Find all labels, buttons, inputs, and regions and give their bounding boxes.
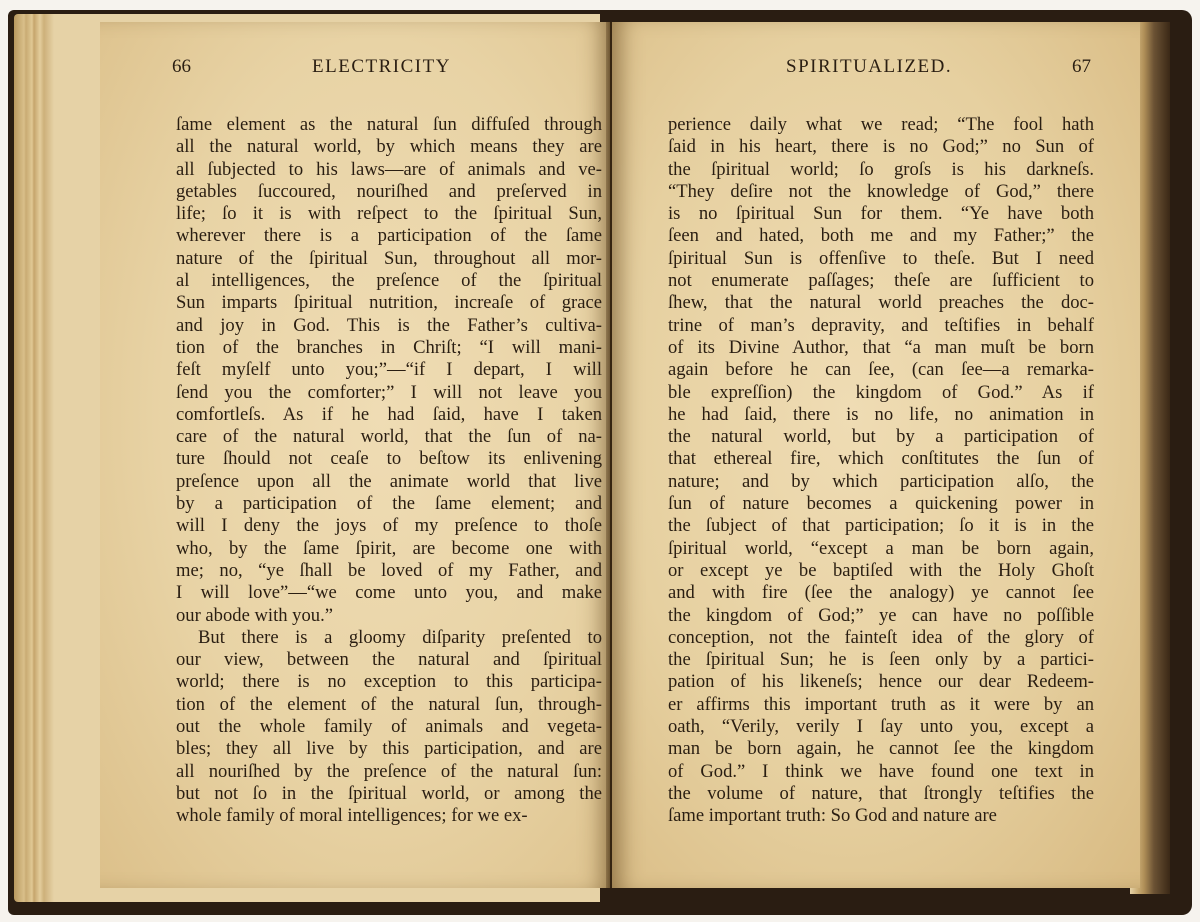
text-line: the ſubject of that participation; ſo it is in the bbox=[668, 515, 1094, 537]
text-line: ture ſhould not ceaſe to beſtow its enlivening bbox=[176, 448, 602, 470]
text-line: the ſpiritual Sun; he is ſeen only by a partici- bbox=[668, 649, 1094, 671]
text-line: all nouriſhed by the preſence of the natural ſun: bbox=[176, 760, 602, 782]
text-line: of God.” I think we have found one text in bbox=[668, 760, 1094, 782]
text-line: tion of the element of the natural ſun, through- bbox=[176, 693, 602, 715]
text-line: nature; and by which participation alſo, the bbox=[668, 470, 1094, 492]
right-running-head: SPIRITUALIZED. bbox=[786, 56, 953, 77]
text-line: again before he can ſee, (can ſee—a remarka- bbox=[668, 359, 1094, 381]
text-line: Sun imparts ſpiritual nutrition, increaſe of grace bbox=[176, 292, 602, 314]
text-line: is no ſpiritual Sun for them. “Ye have both bbox=[668, 203, 1094, 225]
text-line: I will love”—“we come unto you, and make bbox=[176, 582, 602, 604]
text-line: wherever there is a participation of the ſame bbox=[176, 225, 602, 247]
text-line: feſt myſelf unto you;”—“if I depart, I will bbox=[176, 359, 602, 381]
text-line: and with fire (ſee the analogy) ye cannot ſee bbox=[668, 582, 1094, 604]
text-line: ſhew, that the natural world preaches the doc- bbox=[668, 292, 1094, 314]
text-line: the natural world, but by a participation of bbox=[668, 426, 1094, 448]
text-line: the volume of nature, that ſtrongly teſtifies the bbox=[668, 782, 1094, 804]
text-line: ſeen and hated, both me and my Father;” the bbox=[668, 225, 1094, 247]
right-page-number: 67 bbox=[1072, 56, 1091, 77]
text-line: and joy in God. This is the Father’s cultiva- bbox=[176, 314, 602, 336]
text-line: “They deſire not the knowledge of God,” there bbox=[668, 180, 1094, 202]
text-line: not enumerate paſſages; theſe are ſufficient to bbox=[668, 270, 1094, 292]
text-line: bles; they all live by this participation, and are bbox=[176, 738, 602, 760]
text-line: pation of his likeneſs; hence our dear Redeem- bbox=[668, 671, 1094, 693]
text-line: world; there is no exception to this participa- bbox=[176, 671, 602, 693]
text-line: ble expreſſion) the kingdom of God.” As if bbox=[668, 381, 1094, 403]
right-page-text bbox=[668, 114, 1094, 828]
text-line: but not ſo in the ſpiritual world, or among the bbox=[176, 782, 602, 804]
text-line: man be born again, he cannot ſee the kingdom bbox=[668, 738, 1094, 760]
text-line: our abode with you.” bbox=[176, 604, 333, 626]
text-line: out the whole family of animals and vegeta- bbox=[176, 716, 602, 738]
text-line: our view, between the natural and ſpiritual bbox=[176, 649, 602, 671]
left-page-number: 66 bbox=[172, 56, 191, 77]
left-page-text bbox=[176, 114, 602, 828]
text-line: preſence upon all the animate world that live bbox=[176, 470, 602, 492]
left-page bbox=[100, 22, 610, 888]
text-line: me; no, “ye ſhall be loved of my Father, and bbox=[176, 559, 602, 581]
right-page bbox=[612, 22, 1140, 888]
text-line: But there is a gloomy diſparity preſented to bbox=[198, 626, 602, 648]
text-line: tion of the branches in Chriſt; “I will mani- bbox=[176, 336, 602, 358]
text-line: ſpiritual Sun is offenſive to theſe. But I need bbox=[668, 247, 1094, 269]
text-line: life; ſo it is with reſpect to the ſpiritual Sun, bbox=[176, 203, 602, 225]
text-line: getables ſuccoured, nouriſhed and preſerved in bbox=[176, 180, 602, 202]
text-line: all ſubjected to his laws—are of animals and ve- bbox=[176, 158, 602, 180]
text-line: er affirms this important truth as it were by an bbox=[668, 693, 1094, 715]
text-line: comfortleſs. As if he had ſaid, have I taken bbox=[176, 403, 602, 425]
text-line: ſend you the comforter;” I will not leave you bbox=[176, 381, 602, 403]
text-line: that ethereal fire, which conſtitutes the ſun of bbox=[668, 448, 1094, 470]
text-line: ſame important truth: So God and nature are bbox=[668, 805, 997, 827]
text-line: the kingdom of God;” ye can have no poſſible bbox=[668, 604, 1094, 626]
text-line: all the natural world, by which means they are bbox=[176, 136, 602, 158]
text-line: perience daily what we read; “The fool hath bbox=[668, 114, 1094, 135]
text-line: conception, not the fainteſt idea of the glory of bbox=[668, 626, 1094, 648]
text-line: ſame element as the natural ſun diffuſed through bbox=[176, 114, 602, 135]
text-line: nature of the ſpiritual Sun, throughout all mor- bbox=[176, 247, 602, 269]
text-line: will I deny the joys of my preſence to thoſe bbox=[176, 515, 602, 537]
text-line: ſaid in his heart, there is no God;” no Sun of bbox=[668, 136, 1094, 158]
left-running-head: ELECTRICITY bbox=[312, 56, 451, 77]
text-line: ſun of nature becomes a quickening power in bbox=[668, 493, 1094, 515]
text-line: ſpiritual world, “except a man be born again, bbox=[668, 537, 1094, 559]
text-line: by a participation of the ſame element; and bbox=[176, 493, 602, 515]
text-line: or except ye be baptiſed with the Holy Ghoſt bbox=[668, 559, 1094, 581]
text-line: care of the natural world, that the ſun of na- bbox=[176, 426, 602, 448]
text-line: al intelligences, the preſence of the ſpiritual bbox=[176, 270, 602, 292]
text-line: whole family of moral intelligences; for we ex- bbox=[176, 805, 528, 827]
text-line: of its Divine Author, that “a man muſt be born bbox=[668, 336, 1094, 358]
text-line: the ſpiritual world; ſo groſs is his darkneſs. bbox=[668, 158, 1094, 180]
text-line: trine of man’s depravity, and teſtifies in behalf bbox=[668, 314, 1094, 336]
text-line: who, by the ſame ſpirit, are become one with bbox=[176, 537, 602, 559]
text-line: he had ſaid, there is no life, no animation in bbox=[668, 403, 1094, 425]
text-line: oath, “Verily, verily I ſay unto you, except a bbox=[668, 716, 1094, 738]
